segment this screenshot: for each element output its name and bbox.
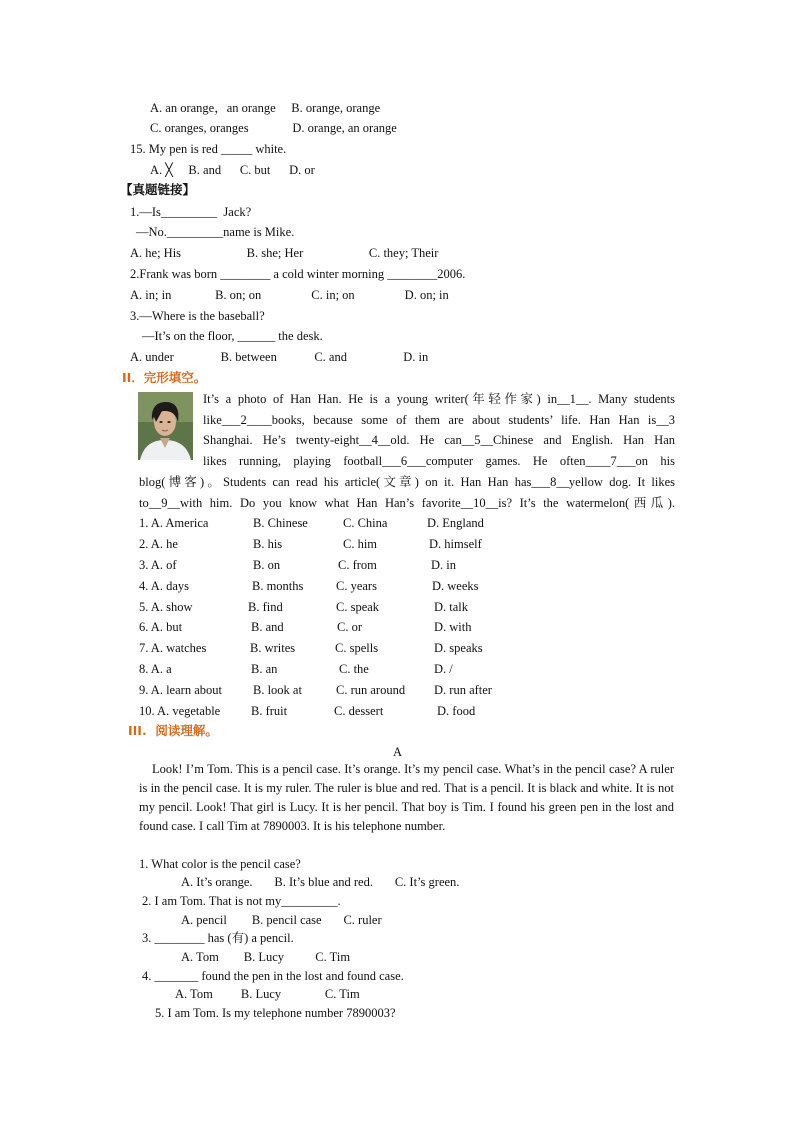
cloze-option: B. fruit: [251, 704, 288, 718]
cloze-passage-line5: blog(博客)。Students can read his article(文章) on it. Han Han has___8__yellow dog. It likes: [139, 475, 675, 489]
cloze-option: D. himself: [429, 537, 482, 551]
reading-q3-stem: 3. ________ has (有) a pencil.: [142, 931, 294, 945]
links-q3-line2: —It’s on the floor, ______ the desk.: [142, 329, 323, 343]
reading-q5-stem: 5. I am Tom. Is my telephone number 7890003?: [155, 1006, 396, 1020]
cloze-option: 7. A. watches: [139, 641, 207, 655]
cloze-option: D. in: [431, 558, 456, 572]
links-q3-line1: 3.—Where is the baseball?: [130, 309, 265, 323]
links-q1-line2: —No._________name is Mike.: [136, 225, 295, 239]
cloze-option: 3. A. of: [139, 558, 177, 572]
reading-q4-options: A. Tom B. Lucy C. Tim: [175, 987, 360, 1001]
cloze-option: B. look at: [253, 683, 302, 697]
cloze-option: 9. A. learn about: [139, 683, 222, 697]
cloze-option: 6. A. but: [139, 620, 183, 634]
cloze-option: B. on: [253, 558, 281, 572]
cloze-passage-line4: likes running, playing football___6___computer games. He often____7___on his: [203, 454, 675, 468]
q14-options-line2: C. oranges, oranges D. orange, an orange: [150, 121, 397, 135]
cloze-option: D. England: [427, 516, 484, 530]
cloze-option: 1. A. America: [139, 516, 209, 530]
reading-q3-options: A. Tom B. Lucy C. Tim: [181, 950, 351, 964]
cloze-passage-line6: to__9__with him. Do you know what Han Han’s favorite__10__is? It’s the watermelon(西瓜).: [139, 496, 675, 510]
cloze-option: 4. A. days: [139, 579, 189, 593]
cloze-option: B. his: [253, 537, 283, 551]
cloze-option: D. food: [437, 704, 476, 718]
cloze-option: C. China: [343, 516, 388, 530]
links-q3-options: A. under B. between C. and D. in: [130, 350, 429, 364]
q15-stem: 15. My pen is red _____ white.: [130, 142, 287, 156]
cloze-option: B. writes: [250, 641, 296, 655]
links-q1-line1: 1.—Is_________ Jack?: [130, 205, 252, 219]
links-q1-options: A. he; His B. she; Her C. they; Their: [130, 246, 439, 260]
q15-options: A. ╳ B. and C. but D. or: [150, 163, 315, 177]
links-q2-stem: 2.Frank was born ________ a cold winter morning ________2006.: [130, 267, 466, 281]
cloze-passage-line3: Shanghai. He’s twenty-eight__4__old. He can__5__Chinese and English. Han Han: [203, 433, 675, 447]
section-links-title: 【真题链接】: [120, 182, 196, 197]
cloze-option: D. weeks: [432, 579, 479, 593]
cloze-option: D. speaks: [434, 641, 483, 655]
cloze-option: C. speak: [336, 600, 380, 614]
cloze-option: 8. A. a: [139, 662, 172, 676]
cloze-passage-line1: It’s a photo of Han Han. He is a young writer(年轻作家) in__1__. Many students: [203, 392, 675, 406]
reading-q2-stem: 2. I am Tom. That is not my_________.: [142, 894, 341, 908]
cloze-option: B. Chinese: [253, 516, 308, 530]
cloze-option: C. or: [337, 620, 362, 634]
section-reading-title: III. 阅读理解。: [128, 723, 218, 738]
cloze-option: C. run around: [336, 683, 406, 697]
reading-part-label: A: [393, 745, 403, 759]
reading-passage: Look! I’m Tom. This is a pencil case. It’s orange. It’s my pencil case. What’s in the pencil case? A ruler is in the pencil case. It is my ruler. The ruler is blue and red. That is a pencil. It is black and white. It is not my pencil. Look! That girl is Lucy. It is her pencil. That boy is Tim. I found his green pen in the lost and found case. I call Tim at 7890003. It is his telephone number.: [139, 762, 674, 833]
cloze-option: 5. A. show: [139, 600, 193, 614]
reading-q4-stem: 4. _______ found the pen in the lost and found case.: [142, 969, 404, 983]
cloze-option: B. find: [248, 600, 283, 614]
cloze-option: 10. A. vegetable: [139, 704, 221, 718]
cloze-passage-line2: like___2____books, because some of them are about students’ life. Han Han is__3: [203, 413, 675, 427]
cloze-option: B. months: [252, 579, 304, 593]
reading-q2-options: A. pencil B. pencil case C. ruler: [181, 913, 382, 927]
cloze-option: C. the: [339, 662, 369, 676]
section-cloze-title: II．完形填空。: [122, 370, 207, 385]
cloze-option: D. talk: [434, 600, 469, 614]
cloze-option: D. /: [434, 662, 453, 676]
cloze-option: C. years: [336, 579, 377, 593]
cloze-option: D. with: [434, 620, 472, 634]
reading-q1-options: A. It’s orange. B. It’s blue and red. C. It’s green.: [181, 875, 460, 889]
cloze-option: B. an: [251, 662, 278, 676]
q14-options-line1: A. an orange，an orange B. orange, orange: [150, 101, 381, 115]
cloze-option: C. spells: [335, 641, 379, 655]
cloze-option: C. from: [338, 558, 377, 572]
links-q2-options: A. in; in B. on; on C. in; on D. on; in: [130, 288, 449, 302]
cloze-option: C. dessert: [334, 704, 384, 718]
cloze-option: D. run after: [434, 683, 492, 697]
cloze-option: 2. A. he: [139, 537, 178, 551]
reading-q1-stem: 1. What color is the pencil case?: [139, 857, 301, 871]
portrait-photo-icon: [138, 392, 193, 460]
cloze-option: C. him: [343, 537, 378, 551]
cloze-option: B. and: [251, 620, 284, 634]
